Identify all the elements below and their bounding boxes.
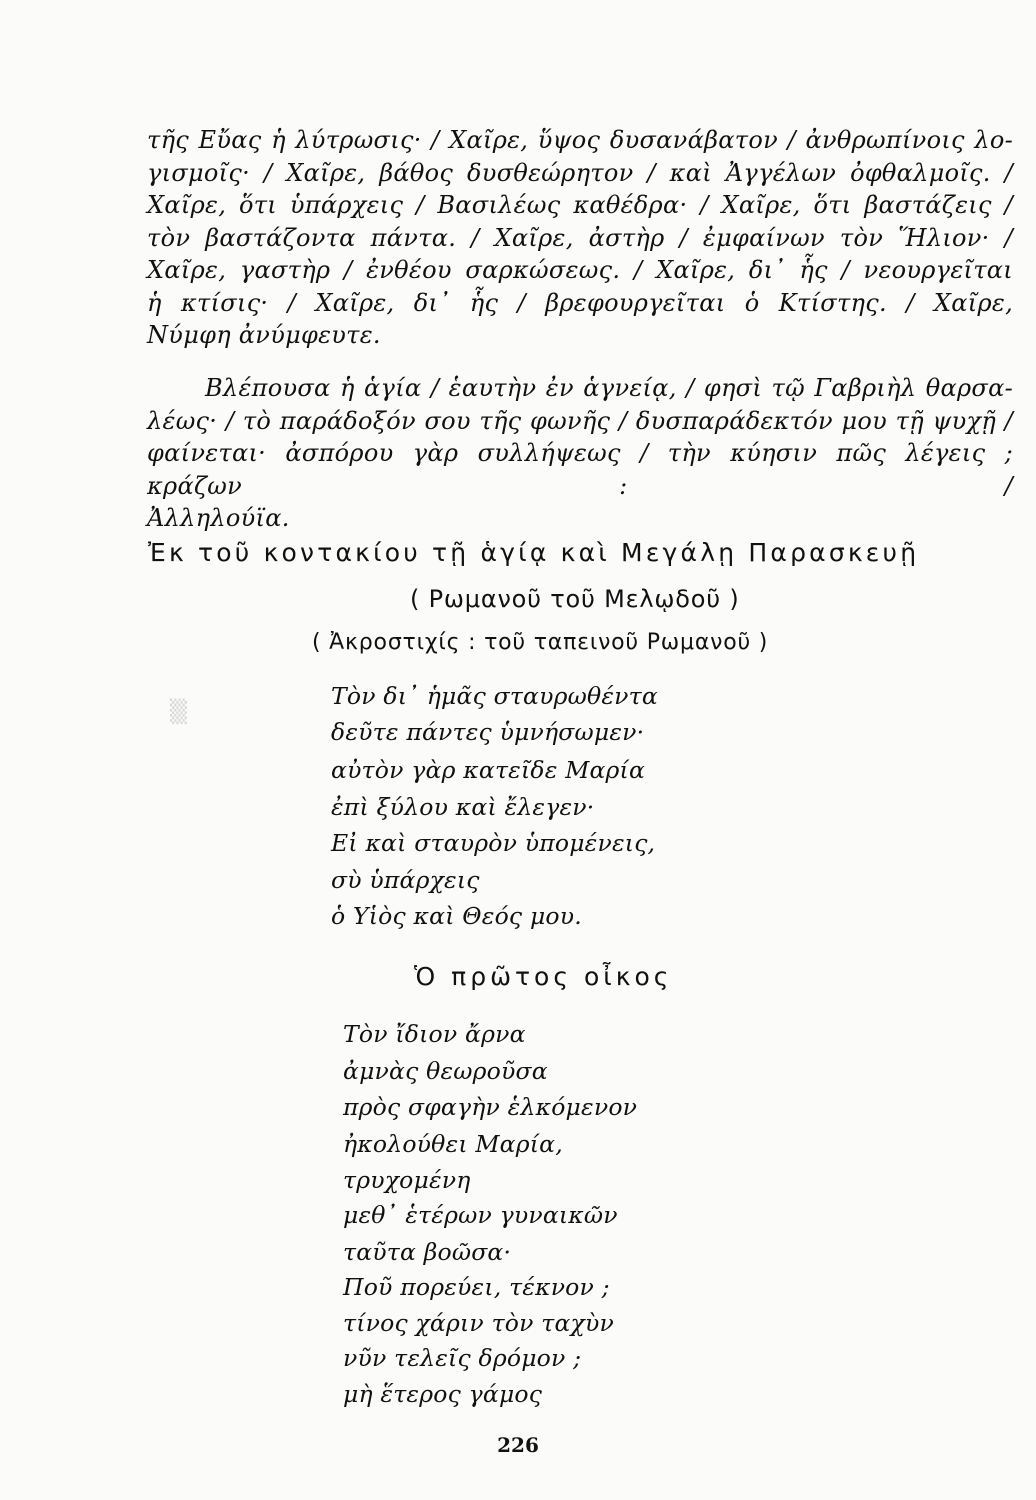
prose-line: τῆς Εὔας ἡ λύτρωσις· / Χαῖρε, ὕψος δυσανάβατον / ἀνθρωπίνοις λο- <box>147 126 1013 154</box>
prose-block-1 <box>147 124 1013 352</box>
poem-line: μὴ ἕτερος γάμος <box>343 1380 543 1408</box>
poem-line: ὁ Υἱὸς καὶ Θεός μου. <box>331 902 582 930</box>
poem-line: Ποῦ πορεύει, τέκνον ; <box>343 1273 610 1301</box>
poem-line: σὺ ὑπάρχεις <box>331 866 480 894</box>
prose-line: Χαῖρε, ὅτι ὑπάρχεις / Βασιλέως καθέδρα· / Χαῖρε, ὅτι βαστάζεις / <box>147 191 1013 219</box>
poem-line: πρὸς σφαγὴν ἑλκόμενον <box>343 1093 638 1121</box>
poem-line: ταῦτα βοῶσα· <box>343 1238 512 1266</box>
poem-line: Τὸν δι᾽ ἡμᾶς σταυρωθέντα <box>331 682 658 710</box>
poem-line: Τὸν ἴδιον ἄρνα <box>343 1020 526 1048</box>
bleed-through-decoration: ▒ <box>170 700 191 725</box>
poem-line: τρυχομένη <box>343 1166 471 1194</box>
prose-line: Ἀλληλούϊα. <box>147 504 290 532</box>
prose-block-2 <box>147 372 1013 535</box>
section-heading: Ἐκ τοῦ κοντακίου τῇ ἁγίᾳ καὶ Μεγάλῃ Παρασκευῇ <box>148 538 920 567</box>
poem-line: μεθ᾽ ἑτέρων γυναικῶν <box>343 1201 618 1229</box>
author-heading: ( Ρωμανοῦ τοῦ Μελῳδοῦ ) <box>410 585 740 613</box>
prose-line: φαίνεται· ἀσπόρου γὰρ συλλήψεως / τὴν κύησιν πῶς λέγεις ; κράζων : / <box>147 439 1013 500</box>
prose-line: Νύμφη ἀνύμφευτε. <box>147 321 381 349</box>
prose-line: ἡ κτίσις· / Χαῖρε, δι᾽ ἧς / βρεφουργεῖται ὁ Κτίστης. / Χαῖρε, <box>147 288 1013 317</box>
acrostic-heading: ( Ἀκροστιχίς : τοῦ ταπεινοῦ Ρωμανοῦ ) <box>312 630 769 655</box>
prose-line: λέως· / τὸ παράδοξόν σου τῆς φωνῆς / δυσπαράδεκτόν μου τῇ ψυχῇ / <box>147 406 1013 435</box>
prose-line: Βλέπουσα ἡ ἁγία / ἑαυτὴν ἐν ἁγνείᾳ, / φησὶ τῷ Γαβριὴλ θαρσα- <box>205 374 1013 402</box>
poem-line: ἀμνὰς θεωροῦσα <box>343 1057 548 1085</box>
poem-line: ἐπὶ ξύλου καὶ ἔλεγεν· <box>331 793 595 821</box>
page-number: 226 <box>497 1433 539 1457</box>
poem-line: ἠκολούθει Μαρία, <box>343 1130 563 1158</box>
poem-line: νῦν τελεῖς δρόμον ; <box>343 1344 582 1372</box>
prose-line: τὸν βαστάζοντα πάντα. / Χαῖρε, ἀστὴρ / ἐμφαίνων τὸν Ἥλιον· / <box>147 223 1013 252</box>
poem-line: Εἰ καὶ σταυρὸν ὑπομένεις, <box>331 829 656 857</box>
prose-line: Χαῖρε, γαστὴρ / ἐνθέου σαρκώσεως. / Χαῖρε, δι᾽ ἧς / νεουργεῖται <box>147 256 1013 284</box>
first-oikos-heading: Ὁ πρῶτος οἶκος <box>414 962 673 991</box>
prose-line: γισμοῖς· / Χαῖρε, βάθος δυσθεώρητον / καὶ Ἀγγέλων ὀφθαλμοῖς. / <box>147 158 1013 187</box>
poem-line: δεῦτε πάντες ὑμνήσωμεν· <box>331 718 645 746</box>
poem-line: αὐτὸν γὰρ κατεῖδε Μαρία <box>331 756 646 784</box>
poem-line: τίνος χάριν τὸν ταχὺν <box>343 1309 614 1337</box>
